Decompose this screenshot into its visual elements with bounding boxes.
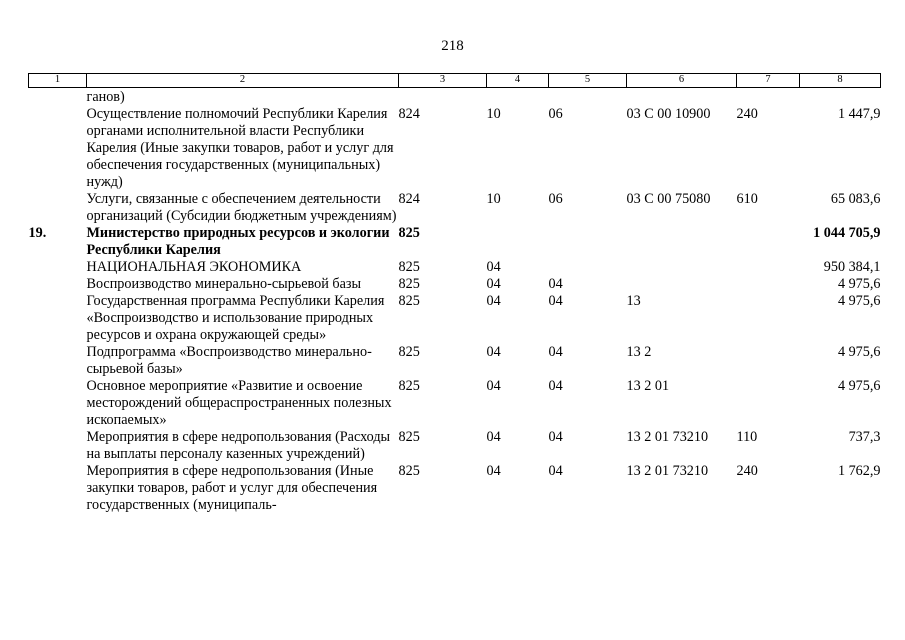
row-number [29,191,87,225]
page-number: 218 [441,38,464,54]
amount-value: 1 762,9 [837,463,881,479]
ministry-code: 824 [398,191,420,207]
table-row [29,225,881,259]
row-name: Осуществление полномочий Республики Карелия органами исполнительной власти Республики Карелия (Иные закупки товаров, работ и услуг для обеспечения государственных (муниципальных) нужд) [86,106,394,190]
row-name: Министерство природных ресурсов и экологии Республики Карелия [86,225,390,258]
section-code: 04 [486,429,501,445]
table-row [29,276,881,293]
subsection-code [549,225,627,259]
table-row [29,378,881,429]
row-name: Подпрограмма «Воспроизводство минерально-сырьевой базы» [86,344,372,377]
target-article-code: 13 2 01 73210 [626,463,709,479]
ministry-code: 825 [398,276,420,292]
row-name: НАЦИОНАЛЬНАЯ ЭКОНОМИКА [86,259,302,275]
row-number [29,463,87,514]
ministry-code [399,88,487,107]
row-number [29,88,87,107]
target-article-code [627,276,737,293]
target-article-code [627,88,737,107]
section-code: 04 [486,378,501,394]
subsection-code: 04 [548,293,563,309]
section-code: 04 [486,344,501,360]
expense-type-code: 240 [736,106,758,122]
section-code: 04 [486,259,501,275]
table-row [29,429,881,463]
subsection-code: 04 [548,344,563,360]
column-header: 1 [29,74,87,88]
table-row [29,463,881,514]
column-header: 8 [800,74,881,88]
target-article-code: 13 [626,293,641,309]
row-number: 19. [28,225,47,241]
row-name: Мероприятия в сфере недропользования (Расходы на выплаты персоналу казенных учреждений) [86,429,391,462]
amount-value: 65 083,6 [830,191,881,207]
amount-value: 4 975,6 [837,276,881,292]
row-number [29,293,87,344]
target-article-code: 03 С 00 10900 [626,106,711,122]
expense-type-code [737,344,800,378]
ministry-code: 824 [398,106,420,122]
subsection-code [549,259,627,276]
row-number [29,378,87,429]
column-header: 4 [487,74,549,88]
expense-type-code: 610 [736,191,758,207]
amount-value: 1 044 705,9 [813,225,881,241]
row-number [29,259,87,276]
row-number [29,429,87,463]
row-name: Услуги, связанные с обеспечением деятельности организаций (Субсидии бюджетным учреждениям) [86,191,397,224]
section-code: 10 [486,106,501,122]
row-name: Государственная программа Республики Карелия «Воспроизводство и использование природных ресурсов и охрана окружающей среды» [86,293,385,343]
ministry-code: 825 [398,225,420,241]
row-number [29,344,87,378]
subsection-code: 06 [548,191,563,207]
section-code: 04 [486,463,501,479]
row-name: ганов) [86,89,125,105]
subsection-code [549,88,627,107]
target-article-code [627,225,737,259]
row-name: Мероприятия в сфере недропользования (Иные закупки товаров, работ и услуг для обеспечения государственных (муниципаль- [86,463,378,513]
column-header: 6 [627,74,737,88]
table-row [29,106,881,191]
section-code [487,225,549,259]
row-number [29,106,87,191]
table-row [29,259,881,276]
table-row [29,88,881,107]
target-article-code: 13 2 01 73210 [626,429,709,445]
ministry-code: 825 [398,259,420,275]
table-row [29,293,881,344]
amount-value: 950 384,1 [823,259,881,275]
expense-type-code: 110 [736,429,758,445]
table-row [29,191,881,225]
amount-value: 4 975,6 [837,344,881,360]
section-code: 04 [486,293,501,309]
table-body [29,88,881,515]
expense-type-code [737,88,800,107]
subsection-code: 04 [548,378,563,394]
subsection-code: 04 [548,463,563,479]
ministry-code: 825 [398,344,420,360]
expense-type-code [737,225,800,259]
expense-type-code [737,293,800,344]
ministry-code: 825 [398,293,420,309]
amount-value: 4 975,6 [837,378,881,394]
target-article-code [627,259,737,276]
table-row [29,344,881,378]
column-header: 5 [549,74,627,88]
column-header: 7 [737,74,800,88]
budget-table [28,73,881,514]
ministry-code: 825 [398,429,420,445]
row-number [29,276,87,293]
section-code: 04 [486,276,501,292]
expense-type-code: 240 [736,463,758,479]
target-article-code: 03 С 00 75080 [626,191,711,207]
amount-value: 4 975,6 [837,293,881,309]
subsection-code: 06 [548,106,563,122]
amount-value [800,88,881,107]
amount-value: 737,3 [848,429,881,445]
column-number-row [29,74,881,88]
expense-type-code [737,276,800,293]
table-header [29,74,881,88]
ministry-code: 825 [398,378,420,394]
target-article-code: 13 2 01 [626,378,670,394]
subsection-code: 04 [548,276,563,292]
expense-type-code [737,378,800,429]
column-header: 2 [87,74,399,88]
target-article-code: 13 2 [626,344,652,360]
column-header: 3 [399,74,487,88]
amount-value: 1 447,9 [837,106,881,122]
expense-type-code [737,259,800,276]
row-name: Основное мероприятие «Развитие и освоение месторождений общераспространенных полезных ископаемых» [86,378,392,428]
section-code [487,88,549,107]
ministry-code: 825 [398,463,420,479]
subsection-code: 04 [548,429,563,445]
row-name: Воспроизводство минерально-сырьевой базы [86,276,362,292]
section-code: 10 [486,191,501,207]
